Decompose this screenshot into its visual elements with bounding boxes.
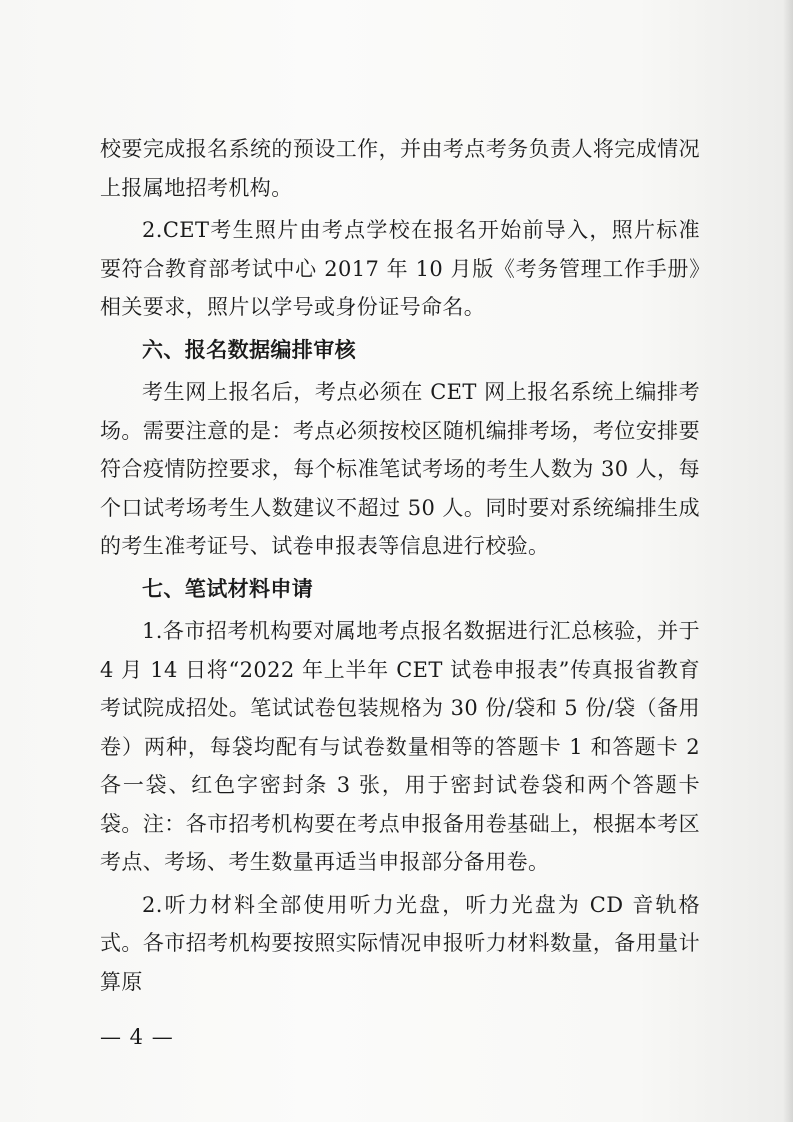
paragraph-listening-materials: 2.听力材料全部使用听力光盘，听力光盘为 CD 音轨格式。各市招考机构要按照实际情况申报听力材料数量，备用量计算原 xyxy=(100,892,700,994)
section-heading-6: 六、报名数据编排审核 xyxy=(142,337,356,362)
page-number: — 4 — xyxy=(100,1025,174,1049)
paragraph-photo-import: 2.CET考生照片由考点学校在报名开始前导入，照片标准要符合教育部考试中心 2017 年 10 月版《考务管理工作手册》相关要求，照片以学号或身份证号命名。 xyxy=(100,218,700,319)
paragraph-continuation: 校要完成报名系统的预设工作，并由考点考务负责人将完成情况上报属地招考机构。 xyxy=(100,137,700,200)
paragraph-data-arrangement: 考生网上报名后，考点必须在 CET 网上报名系统上编排考场。需要注意的是：考点必须按校区随机编排考场，考位安排要符合疫情防控要求，每个标准笔试考场的考生人数为 30 人，每个口试考场考生人数建议不超过 50 人。同时要对系统编排生成的考生准考证号、试卷申报表等信息进行校验。 xyxy=(100,380,700,558)
page-edge-shadow xyxy=(783,0,793,1122)
section-heading-7: 七、笔试材料申请 xyxy=(142,576,314,601)
document-body xyxy=(100,130,700,1001)
paragraph-written-materials: 1.各市招考机构要对属地考点报名数据进行汇总核验，并于 4 月 14 日将“2022 年上半年 CET 试卷申报表”传真报省教育考试院成招处。笔试试卷包装规格为 30 份/袋和 5 份/袋（备用卷）两种，每袋均配有与试卷数量相等的答题卡 1 和答题卡 2 各一袋、红色字密封条 3 张，用于密封试卷袋和两个答题卡袋。注：各市招考机构要在考点申报备用卷基础上，根据本考区考点、考场、考生数量再适当申报部分备用卷。 xyxy=(100,619,700,874)
